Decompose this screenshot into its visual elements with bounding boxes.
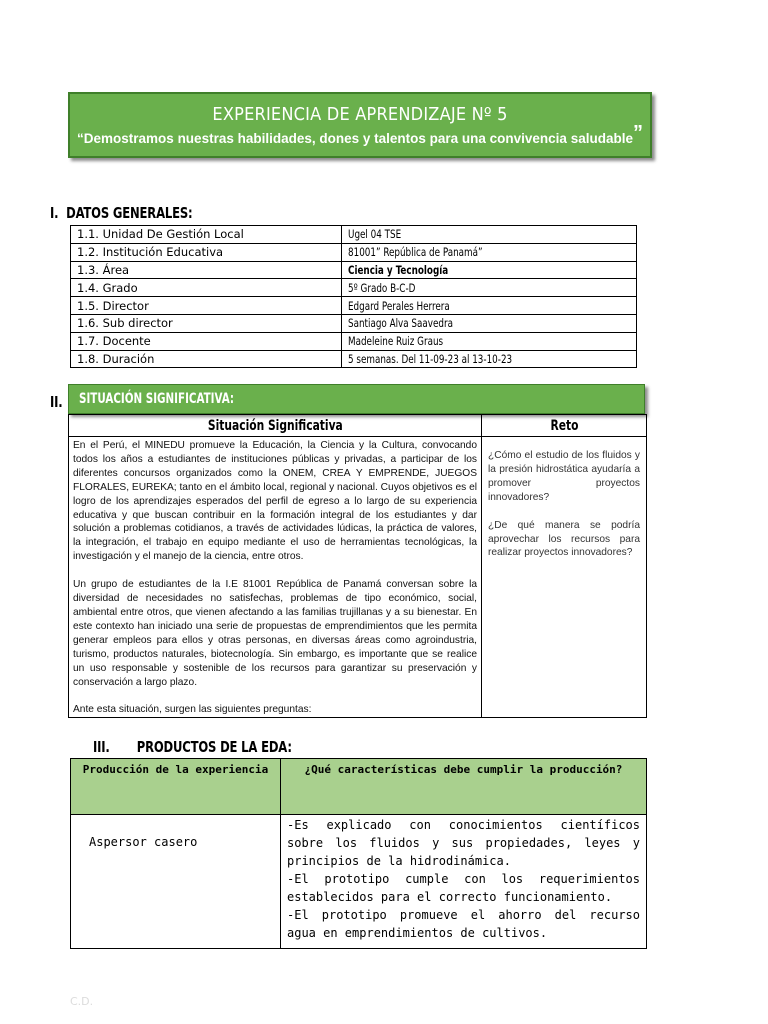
table-header-row <box>71 759 647 815</box>
caracteristicas-header: ¿Qué características debe cumplir la producción? <box>281 759 647 815</box>
section-3-title: PRODUCTOS DE LA EDA: <box>136 738 292 756</box>
datos-value: Madeleine Ruiz Graus <box>342 332 637 350</box>
situacion-paragraph: Un grupo de estudiantes de la I.E 81001 República de Panamá conversan sobre la diversidad de necesidades no satisfechas, problemas de tipo económico, social, ambiental entre otros, que vienen afectando a las familias trujillanas y a su bienestar. En este contexto han iniciado una serie de propuestas de emprendimientos que les permita generar empleos para ellos y otras personas, en diversas áreas como agroindustria, turismo, productos naturales, biotecnología. Sin embargo, es importante que se realice un uso responsable y sostenible de los recursos para garantizar su preservación y conservación a largo plazo. <box>73 579 477 688</box>
feature-item: -El prototipo cumple con los requerimientos establecidos para el correcto funcionamiento. <box>287 872 640 904</box>
section-2-banner <box>68 384 645 414</box>
datos-label: 1.7. Docente <box>71 332 342 350</box>
datos-value: Santiago Alva Saavedra <box>342 314 637 332</box>
subtitle-text: “Demostramos nuestras habilidades, dones y talentos para una convivencia saludable <box>77 131 633 146</box>
datos-generales-table <box>70 225 637 368</box>
table-row <box>69 437 647 718</box>
situacion-paragraph: En el Perú, el MINEDU promueve la Educación, la Ciencia y la Cultura, convocando todos los años a estudiantes de instituciones públicas y privadas, a participar de los diferentes concursos organizados como la ONEM, CREA Y EMPRENDE, JUEGOS FLORALES, EUREKA; tanto en el ámbito local, regional y nacional. Cuyos objetivos es el logro de los aprendizajes esperados del perfil de egreso a lo largo de su experiencia educativa y que buscan contribuir en la formación integral de los estudiantes y dar solución a problemas cotidianos, a través de actividades lúdicas, la práctica de valores, la integración, el trabajo en equipo mediante el uso de herramientas tecnológicas, la investigación y el manejo de la ciencia, entre otros. <box>73 440 477 563</box>
situacion-cell <box>69 437 482 718</box>
section-3-heading <box>93 738 292 756</box>
section-1-title: DATOS GENERALES: <box>66 204 193 222</box>
section-1-heading <box>50 204 193 222</box>
productos-table <box>70 758 647 949</box>
features-cell <box>281 815 647 949</box>
section-1-number: I. <box>50 204 59 222</box>
footer-mark: C.D. <box>70 995 94 1008</box>
table-row <box>71 297 637 315</box>
table-row <box>71 226 637 244</box>
document-subtitle <box>70 122 650 146</box>
datos-label: 1.5. Director <box>71 297 342 315</box>
table-row <box>71 332 637 350</box>
table-row <box>71 243 637 261</box>
produccion-header: Producción de la experiencia <box>71 759 281 815</box>
datos-label: 1.2. Institución Educativa <box>71 243 342 261</box>
table-row <box>71 261 637 279</box>
product-name: Aspersor casero <box>71 815 281 949</box>
datos-value: Edgard Perales Herrera <box>342 297 637 315</box>
datos-label: 1.8. Duración <box>71 350 342 368</box>
datos-value: 5 semanas. Del 11-09-23 al 13-10-23 <box>342 350 637 368</box>
feature-item: -Es explicado con conocimientos científicos sobre los fluidos y sus propiedades, leyes y principios de la hidrodinámica. <box>287 818 640 868</box>
datos-value: 5º Grado B-C-D <box>342 279 637 297</box>
situacion-table <box>68 414 647 718</box>
reto-question: ¿De qué manera se podría aprovechar los recursos para realizar proyectos innovadores? <box>488 519 640 559</box>
reto-header: Reto <box>482 415 647 437</box>
table-header-row <box>69 415 647 437</box>
subtitle-close-quote: ” <box>632 122 643 144</box>
datos-label: 1.6. Sub director <box>71 314 342 332</box>
section-3-number: III. <box>93 738 110 756</box>
table-row <box>71 314 637 332</box>
datos-label: 1.1. Unidad De Gestión Local <box>71 226 342 244</box>
datos-label: 1.3. Área <box>71 261 342 279</box>
reto-cell <box>482 437 647 718</box>
document-title: EXPERIENCIA DE APRENDIZAJE Nº 5 <box>212 104 508 125</box>
table-row <box>71 350 637 368</box>
datos-value: 81001” República de Panamá” <box>342 243 637 261</box>
situacion-paragraph: Ante esta situación, surgen las siguientes preguntas: <box>73 704 312 716</box>
section-2-number: II. <box>50 393 63 411</box>
datos-label: 1.4. Grado <box>71 279 342 297</box>
reto-question: ¿Cómo el estudio de los fluidos y la presión hidrostática ayudaría a promover proyectos innovadores? <box>488 450 640 503</box>
situacion-header: Situación Significativa <box>69 415 482 437</box>
feature-item: -El prototipo promueve el ahorro del recurso agua en emprendimientos de cultivos. <box>287 908 640 940</box>
table-row <box>71 279 637 297</box>
datos-value: Ugel 04 TSE <box>342 226 637 244</box>
table-row <box>71 815 647 949</box>
title-banner <box>68 92 652 158</box>
datos-value: Ciencia y Tecnología <box>342 261 637 279</box>
section-2-title: SITUACIÓN SIGNIFICATIVA: <box>79 391 235 407</box>
